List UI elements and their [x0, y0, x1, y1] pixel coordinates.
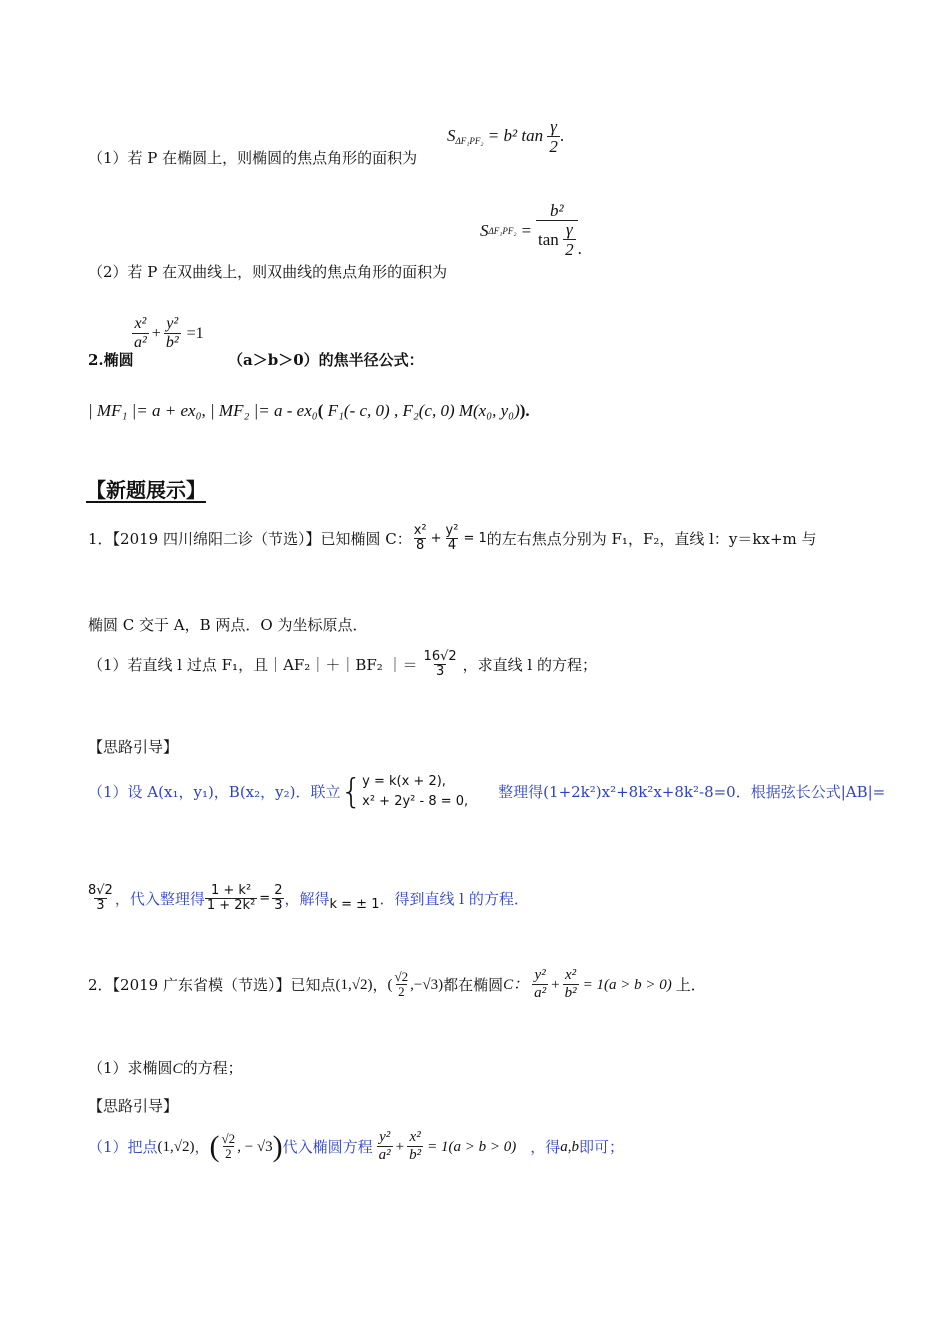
- hint1-suffix: 整理得(1+2k²)x²+8k²x+8k²-8=0．根据弦长公式|AB|=: [498, 783, 886, 801]
- point2: [388, 970, 444, 1000]
- frac-num: γ: [550, 117, 557, 136]
- frac-num: 16√2: [423, 649, 457, 664]
- frac-den: 2: [549, 136, 558, 156]
- p2-frac: [393, 970, 411, 1000]
- y-num: y²: [445, 523, 459, 538]
- section-heading: 【新题展示】: [86, 478, 206, 502]
- k-equation: [205, 884, 285, 914]
- point1: (1,√2): [335, 977, 373, 993]
- item2-area-formula: [480, 202, 582, 259]
- p2-frac: [220, 1132, 238, 1162]
- system-line1: y = k(x + 2),: [362, 774, 446, 789]
- y-den: b²: [165, 333, 179, 351]
- intro-prefix: 1．【2019 四川绵阳二诊（节选）】已知椭圆 C：: [88, 529, 412, 548]
- equation-system: { y = k(x + 2), x² + 2y² - 8 = 0,: [340, 772, 469, 812]
- x-frac: [132, 316, 149, 352]
- q1-prefix: （1）若直线 l 过点 F₁，且｜AF₂｜＋｜BF₂ ｜＝: [88, 655, 418, 674]
- y-frac: [444, 524, 461, 554]
- problem2-hint-label: 【思路引导】: [88, 1097, 179, 1115]
- p2-den: 2: [398, 983, 405, 999]
- k-den: 1 + 2k²: [206, 897, 256, 913]
- tan-label: tan: [538, 230, 559, 250]
- x-frac: [412, 524, 429, 554]
- y-frac: [377, 1130, 393, 1164]
- ellipse-name: C：: [503, 977, 529, 993]
- y-den: a²: [378, 1146, 391, 1163]
- problem1-hint2: [86, 884, 529, 914]
- section2-condition: （a＞b＞0）的焦半径公式：: [228, 351, 424, 369]
- on-ellipse: 都在椭圆: [443, 976, 504, 994]
- intro-suffix: 的左右焦点分别为 F₁，F₂，直线 l：y＝kx+m 与: [486, 529, 817, 548]
- plus: +: [551, 977, 560, 993]
- plus: +: [395, 1139, 405, 1155]
- comma: ,: [201, 401, 206, 420]
- comma: ,: [393, 401, 399, 420]
- hint1-mid: 代入椭圆方程: [282, 1138, 373, 1156]
- x-num: x²: [409, 1129, 421, 1145]
- x-den: b²: [564, 984, 577, 1001]
- inner-den: 2: [565, 239, 574, 259]
- p2-num: √2: [394, 969, 409, 985]
- paren-open: (: [317, 401, 324, 420]
- formula-sub: ΔF₁PF₂: [455, 136, 484, 147]
- p2-rest: ,−√3): [410, 976, 444, 993]
- q1-suffix: 的方程；: [182, 1059, 243, 1077]
- hint2-solve: ，解得: [284, 889, 330, 908]
- ellipse-c-equation: [532, 968, 672, 1002]
- y-num: y²: [166, 315, 179, 332]
- hint-point1: (1,√2): [157, 1139, 195, 1155]
- frac-den: 3: [96, 897, 105, 913]
- f1-point: F₁(- c, 0): [327, 401, 390, 420]
- p2-rest: , − √3: [237, 1138, 273, 1155]
- item2-text: （2）若 P 在双曲线上，则双曲线的焦点角形的面积为: [88, 263, 448, 281]
- p2-open: (: [387, 976, 393, 993]
- q1-frac: [422, 650, 459, 680]
- hint-ellipse-equation: [377, 1130, 517, 1164]
- problem2-q1: [88, 1058, 243, 1079]
- intro-prefix: 2．【2019 广东省模（节选）】已知点: [88, 976, 336, 994]
- item1-area-formula: [447, 118, 564, 156]
- frac-den: [536, 220, 578, 259]
- formula-sub: ΔF₁PF₂: [488, 225, 517, 236]
- frac-num: 8√2: [88, 883, 113, 898]
- y-num: y²: [379, 1129, 391, 1145]
- mf2-formula: | MF₂ |= a - ex₀: [210, 401, 318, 420]
- ellipse-equation: [132, 316, 204, 352]
- eq: =: [259, 890, 271, 906]
- rhs: =1: [186, 325, 204, 343]
- x-den: 8: [416, 537, 425, 553]
- problem2-intro: [88, 968, 706, 1002]
- hint-comma: ，: [194, 1138, 210, 1156]
- x-num: x²: [565, 967, 577, 983]
- frac-den: 3: [435, 663, 445, 679]
- hint1-end: 即可；: [579, 1138, 625, 1156]
- y-frac: [164, 316, 181, 352]
- period: .: [559, 126, 565, 146]
- formula-frac: [536, 202, 578, 259]
- hint2-end: ．得到直线 l 的方程．: [379, 889, 529, 908]
- x-num: x²: [134, 315, 147, 332]
- inner-num: γ: [565, 219, 573, 239]
- y-num: y²: [534, 967, 546, 983]
- hint-ab: a,b: [560, 1139, 579, 1155]
- q1-suffix: ，求直线 l 的方程；: [462, 655, 597, 674]
- x-den: b²: [409, 1146, 422, 1163]
- rhs: = 1(a > b > 0): [427, 1139, 517, 1155]
- problem1-intro: [88, 524, 817, 554]
- x-frac: [407, 1130, 423, 1164]
- y-frac: [532, 968, 548, 1002]
- k-value: k = ± 1: [329, 896, 380, 912]
- m-point: M(x₀, y₀): [458, 401, 520, 420]
- chord-frac: [86, 884, 115, 914]
- section2-label: 2.椭圆: [88, 351, 134, 369]
- p2-num: √2: [221, 1131, 236, 1147]
- problem1-hint-label: 【思路引导】: [88, 738, 179, 756]
- x-num: x²: [413, 523, 427, 538]
- focal-radius-formulas: [88, 401, 530, 421]
- f2-point: F₂(c, 0): [402, 401, 455, 420]
- rhs-frac: [272, 884, 284, 914]
- rhs: = 1(a > b > 0): [582, 977, 672, 993]
- rhs-den: 3: [274, 897, 283, 913]
- formula-eq: = b² tan: [487, 126, 544, 146]
- inner-frac: [563, 221, 576, 259]
- comma: ，: [372, 976, 388, 994]
- hint1-end-prefix: ，得: [530, 1138, 561, 1156]
- p2-den: 2: [225, 1145, 232, 1161]
- hint2-mid: ，代入整理得: [114, 889, 205, 908]
- q1-c: C: [172, 1061, 183, 1077]
- problem1-q1: [88, 650, 597, 680]
- problem1-hint1: [88, 772, 885, 812]
- problem2-hint1: [88, 1130, 624, 1164]
- period: .: [577, 239, 582, 259]
- item1-text: （1）若 P 在椭圆上，则椭圆的焦点角形的面积为: [88, 149, 418, 167]
- plus: +: [151, 325, 161, 343]
- k-num: 1 + k²: [210, 883, 252, 898]
- frac-num: b²: [549, 201, 564, 220]
- hint-point2: ( $\frac{√2}{2}$ , − √3 ): [209, 1129, 283, 1163]
- hint1-prefix: （1）设 A(x₁，y₁)，B(x₂，y₂)．联立: [88, 783, 341, 801]
- x-den: a²: [134, 333, 147, 351]
- formula-s: S: [447, 126, 456, 146]
- mf1-formula: | MF₁ |= a + ex₀: [88, 401, 202, 420]
- q1-prefix: （1）求椭圆: [88, 1059, 173, 1077]
- formula-frac: [547, 118, 560, 156]
- x-frac: [563, 968, 579, 1002]
- rhs: = 1: [463, 530, 487, 546]
- rhs-num: 2: [274, 883, 283, 898]
- problem1-line2: 椭圆 C 交于 A，B 两点．O 为坐标原点．: [88, 616, 368, 634]
- formula-eq: =: [520, 220, 533, 240]
- y-den: 4: [447, 537, 457, 553]
- ellipse-c-equation: $\frac{\text{x²}}{8}$ + $\frac{\text{y²}}{4}$ = 1: [413, 523, 487, 553]
- system-line2: x² + 2y² - 8 = 0,: [362, 794, 469, 809]
- hint1-prefix: （1）把点: [88, 1138, 158, 1156]
- k-frac: [205, 884, 257, 914]
- y-den: a²: [534, 984, 547, 1001]
- formula-s: S: [480, 220, 489, 240]
- intro-suffix: 上．: [675, 976, 706, 994]
- paren-close: ).: [519, 401, 530, 420]
